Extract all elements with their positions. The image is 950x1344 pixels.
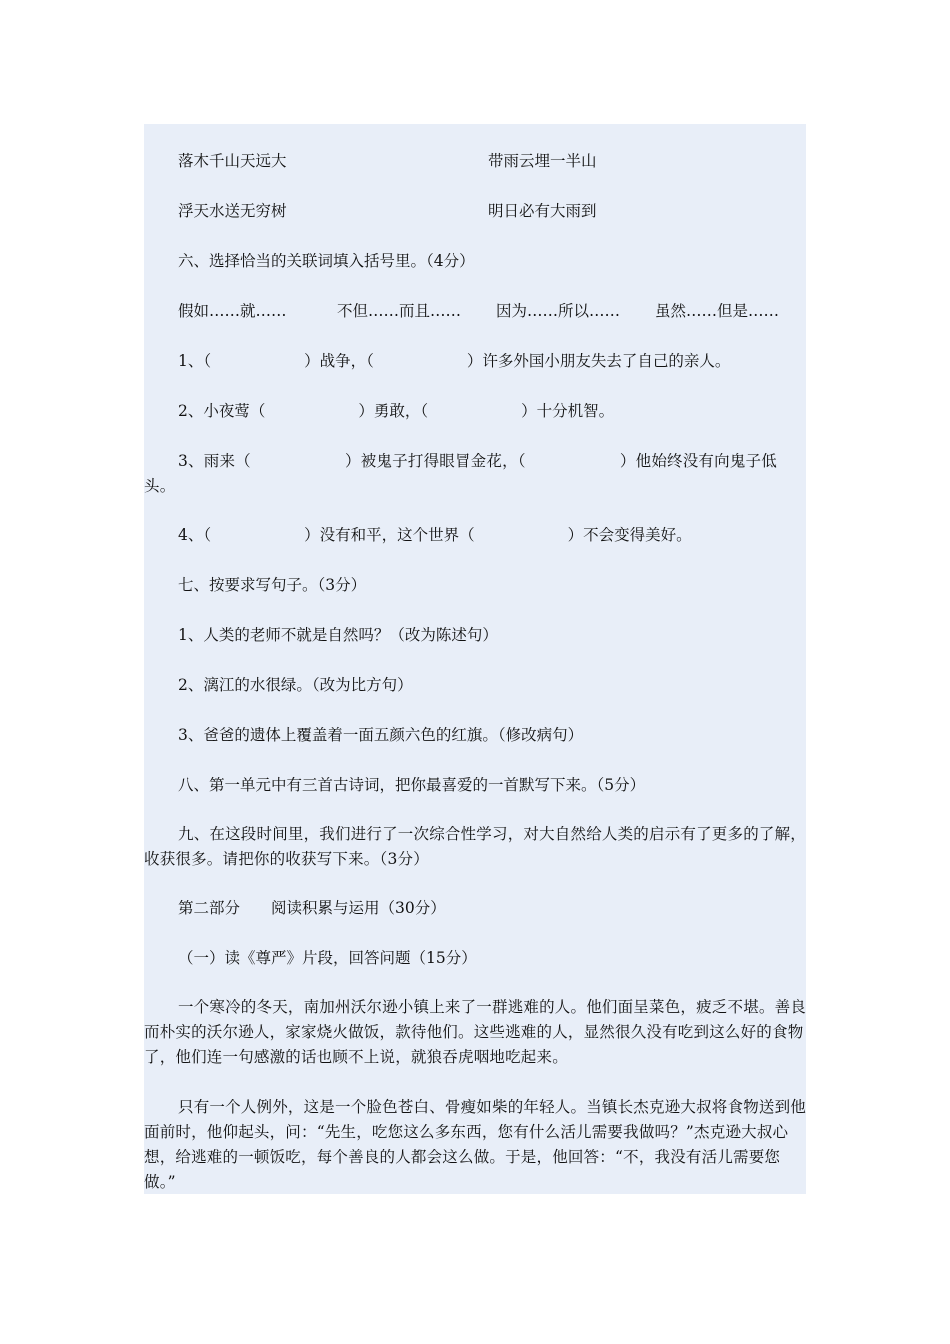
poem-right-1: 带雨云埋一半山	[488, 152, 597, 170]
word-option: 因为……所以……	[496, 302, 621, 320]
question-7-item-3: 3、爸爸的遗体上覆盖着一面五颜六色的红旗。（修改病句）	[178, 726, 584, 744]
question-7-title: 七、按要求写句子。（3分）	[178, 576, 367, 594]
question-7-item-2: 2、漓江的水很绿。（改为比方句）	[178, 676, 413, 694]
part-2-heading: 第二部分 阅读积累与运用（30分）	[178, 899, 446, 917]
reading-paragraph-1: 一个寒冷的冬天，南加州沃尔逊小镇上来了一群逃难的人。他们面呈菜色，疲乏不堪。善良而朴实的沃尔逊人，家家烧火做饭，款待他们。这些逃难的人，显然很久没有吃到这么好的食物了，他们连一句感激的话也顾不上说，就狼吞虎咽地吃起来。	[144, 998, 807, 1066]
question-6-item-1: 1、（ ）战争，（ ）许多外国小朋友失去了自己的亲人。	[178, 352, 731, 370]
poem-left-2: 浮天水送无穷树	[178, 202, 287, 220]
poem-row-1	[144, 149, 806, 174]
question-6-item-4: 4、（ ）没有和平，这个世界（ ）不会变得美好。	[178, 526, 692, 544]
question-8: 八、第一单元中有三首古诗词，把你最喜爱的一首默写下来。（5分）	[178, 776, 646, 794]
word-option: 不但……而且……	[337, 302, 462, 320]
question-9: 九、在这段时间里，我们进行了一次综合性学习，对大自然给人类的启示有了更多的了解，收获很多。请把你的收获写下来。（3分）	[144, 825, 807, 868]
question-6-title: 六、选择恰当的关联词填入括号里。（4分）	[178, 252, 475, 270]
document-page	[144, 124, 806, 1194]
poem-row-2	[144, 199, 806, 224]
poem-left-1: 落木千山天远大	[178, 152, 287, 170]
reading-1-title: （一）读《尊严》片段，回答问题（15分）	[178, 949, 477, 967]
poem-right-2: 明日必有大雨到	[488, 202, 597, 220]
reading-paragraph-2: 只有一个人例外，这是一个脸色苍白、骨瘦如柴的年轻人。当镇长杰克逊大叔将食物送到他面前时，他仰起头，问：“先生，吃您这么多东西，您有什么活儿需要我做吗？”杰克逊大叔心想，给逃难的一顿饭吃，每个善良的人都会这么做。于是，他回答：“不，我没有活儿需要您做。”	[144, 1098, 807, 1191]
word-option: 假如……就……	[178, 302, 287, 320]
question-6-item-2: 2、小夜莺（ ）勇敢，（ ）十分机智。	[178, 402, 615, 420]
question-7-item-1: 1、人类的老师不就是自然吗？（改为陈述句）	[178, 626, 498, 644]
word-option: 虽然……但是……	[655, 302, 780, 320]
question-6-item-3: 3、雨来（ ）被鬼子打得眼冒金花，（ ）他始终没有向鬼子低头。	[144, 452, 777, 495]
